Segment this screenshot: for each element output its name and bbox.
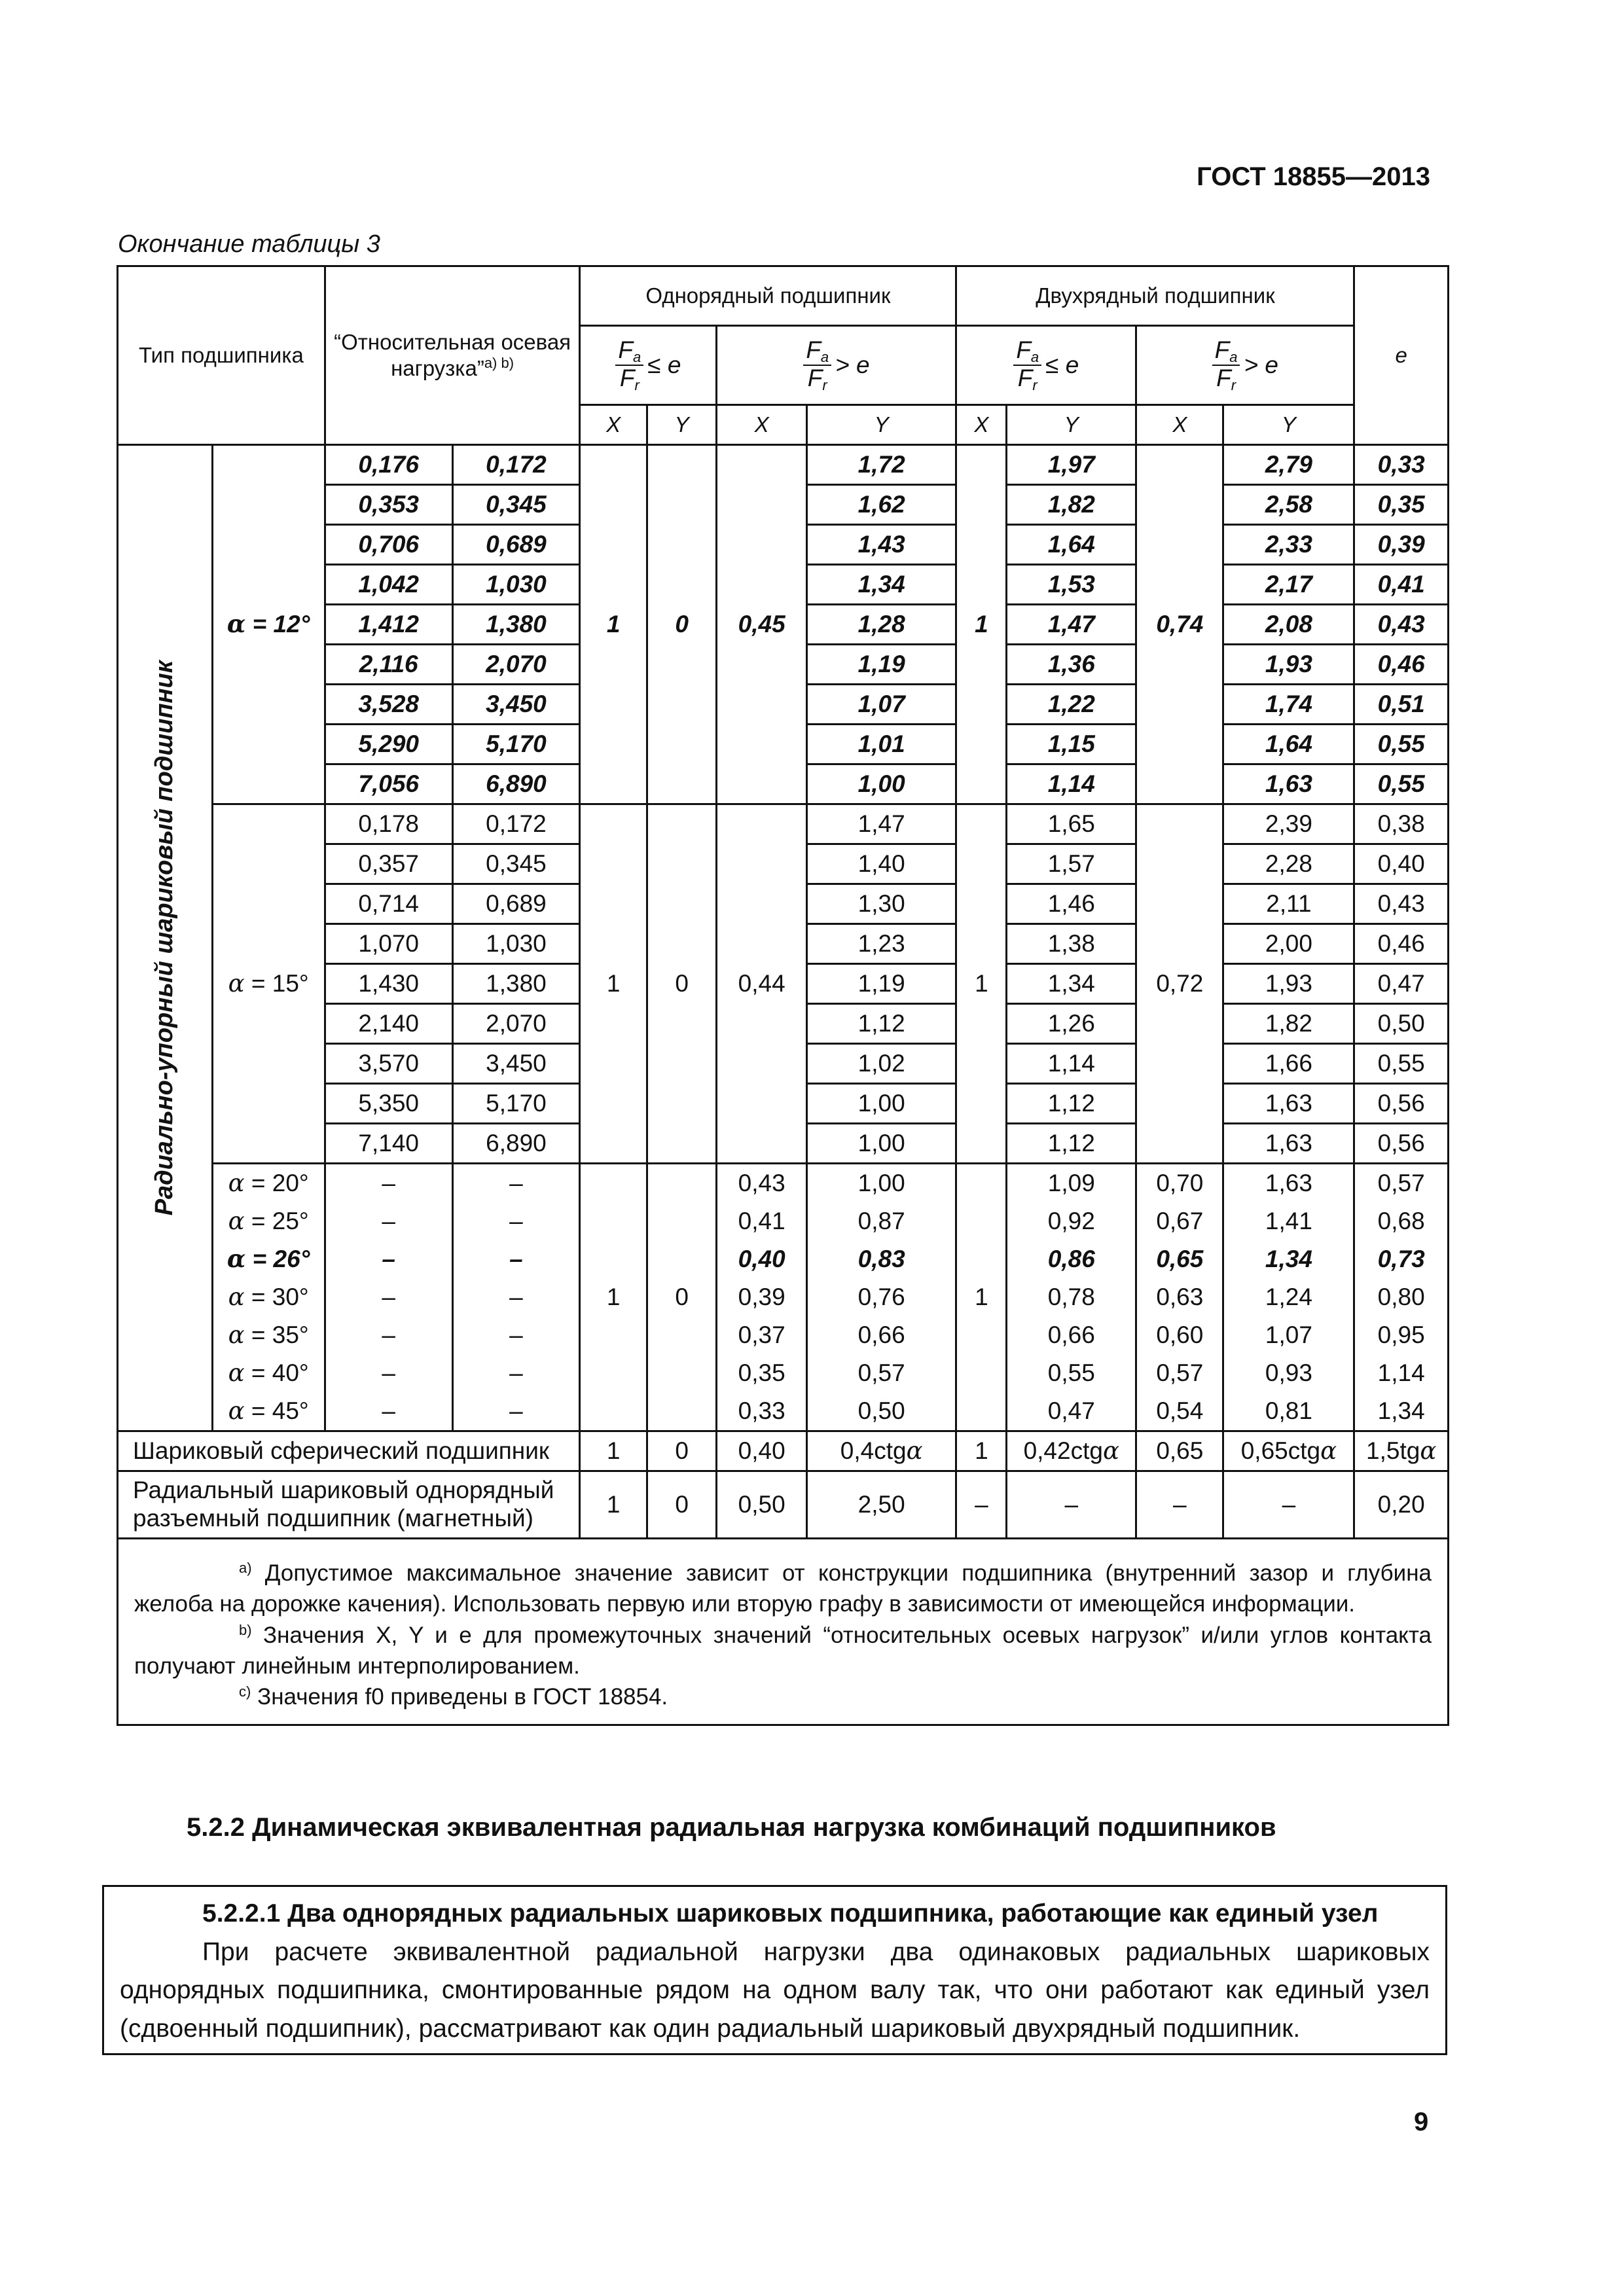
ratio-fraction: $\frac{F_a}{F_r}$	[1212, 338, 1240, 393]
y-single-gt: 1,47	[806, 804, 956, 844]
x-double-le: 1	[956, 445, 1007, 804]
y-single-gt: 1,12	[806, 1004, 956, 1044]
y-double-le: 0,47	[1007, 1392, 1136, 1431]
e-value: 0,40	[1354, 844, 1449, 884]
header-ratio-gt-single	[717, 326, 956, 405]
relative-load-1: 0,178	[325, 804, 452, 844]
y-single-gt: 1,00	[806, 1084, 956, 1124]
table-note	[134, 1558, 1432, 1620]
relative-load-2: 0,689	[452, 525, 580, 565]
y-double-gt: 2,00	[1223, 924, 1354, 964]
relative-load-2: –	[452, 1164, 580, 1203]
relative-load-2: 5,170	[452, 1084, 580, 1124]
contact-angle-label: α = 26°	[226, 1244, 310, 1274]
table-row	[118, 1392, 1449, 1431]
relative-load-1: 2,116	[325, 645, 452, 685]
x-double-gt: 0,67	[1136, 1202, 1223, 1240]
y-double-le: 1,53	[1007, 565, 1136, 605]
alpha-symbol: α	[226, 609, 246, 639]
load-ratio: $\frac{F_a}{F_r}$ > e	[1212, 350, 1278, 377]
y-double-le: 1,15	[1007, 725, 1136, 764]
y-single-gt: 2,50	[806, 1471, 956, 1539]
relative-load-2: –	[452, 1240, 580, 1278]
e-value: 0,50	[1354, 1004, 1449, 1044]
note-text: Значения X, Y и e для промежуточных значений “относительных осевых нагрузок” и/или углов контакта получают линейным интерполированием.	[134, 1622, 1432, 1679]
relative-load-1: 1,412	[325, 605, 452, 645]
relative-load-1: 5,290	[325, 725, 452, 764]
x-single-gt: 0,41	[717, 1202, 806, 1240]
alpha-symbol: α	[228, 1358, 245, 1387]
relative-load-1: –	[325, 1392, 452, 1431]
notes-row	[118, 1539, 1449, 1725]
relative-load-1: 0,714	[325, 884, 452, 924]
y-double-le: 1,22	[1007, 685, 1136, 725]
relative-load-2: –	[452, 1316, 580, 1354]
header-ratio-gt-double	[1136, 326, 1354, 405]
x-single-le: 1	[580, 445, 647, 804]
relative-load-2: 0,172	[452, 445, 580, 485]
alpha-symbol: α	[1320, 1436, 1337, 1465]
relative-load-2: 1,380	[452, 964, 580, 1004]
y-single-gt: 0,76	[806, 1278, 956, 1316]
y-single-gt: 1,23	[806, 924, 956, 964]
subsection-paragraph: При расчете эквивалентной радиальной нагрузки два одинаковых радиальных шариковых однорядных подшипника, смонтированные рядом на одном валу так, что они работают как единый узел (сдвоенный подшипник), рассматривают как один радиальный шариковый двухрядный подшипник.	[120, 1937, 1430, 2043]
table-row	[118, 804, 1449, 844]
y-single-gt: 1,07	[806, 685, 956, 725]
e-value: 0,41	[1354, 565, 1449, 605]
x-single-gt: 0,40	[717, 1240, 806, 1278]
y-double-gt: 2,28	[1223, 844, 1354, 884]
relative-load-1: 7,140	[325, 1124, 452, 1164]
x-single-gt: 0,33	[717, 1392, 806, 1431]
y-double-gt: 2,17	[1223, 565, 1354, 605]
relative-load-2: 5,170	[452, 725, 580, 764]
x-double-le: 1	[956, 1164, 1007, 1431]
table-note	[134, 1681, 1432, 1712]
load-ratio: $\frac{F_a}{F_r}$ ≤ e	[615, 350, 681, 377]
x-double-gt: 0,63	[1136, 1278, 1223, 1316]
contact-angle-label: α = 30°	[228, 1282, 309, 1311]
relative-load-1: 0,176	[325, 445, 452, 485]
e-value: 0,55	[1354, 1044, 1449, 1084]
y-single-gt: 0,57	[806, 1354, 956, 1392]
y-double-le: 1,97	[1007, 445, 1136, 485]
y-double-gt: 1,34	[1223, 1240, 1354, 1278]
relative-load-1: 1,070	[325, 924, 452, 964]
relative-load-2: 1,380	[452, 605, 580, 645]
x-single-gt: 0,37	[717, 1316, 806, 1354]
y-double-le: 0,42ctgα	[1007, 1431, 1136, 1471]
document-code: ГОСТ 18855—2013	[1197, 162, 1430, 191]
header-relative-load: “Относительная осевая нагрузка”$^{а) b)}$	[325, 266, 580, 445]
y-double-le: 0,66	[1007, 1316, 1136, 1354]
relative-load-1: 1,042	[325, 565, 452, 605]
e-value: 0,35	[1354, 485, 1449, 525]
e-value: 0,57	[1354, 1164, 1449, 1203]
y-double-gt: 1,41	[1223, 1202, 1354, 1240]
e-value: 0,20	[1354, 1471, 1449, 1539]
contact-angle-cell	[212, 445, 325, 804]
relative-load-2: 6,890	[452, 764, 580, 804]
y-double-le: 1,36	[1007, 645, 1136, 685]
y-single-gt: 1,19	[806, 964, 956, 1004]
table-row	[118, 1240, 1449, 1278]
x-double-gt: 0,72	[1136, 804, 1223, 1164]
e-value: 0,55	[1354, 725, 1449, 764]
y-single-le: 0	[647, 804, 717, 1164]
e-value: 0,47	[1354, 964, 1449, 1004]
x-double-gt: 0,65	[1136, 1431, 1223, 1471]
y-double-gt: 2,08	[1223, 605, 1354, 645]
contact-angle-label: α = 25°	[228, 1206, 309, 1235]
x-single-gt: 0,43	[717, 1164, 806, 1203]
header-y: Y	[647, 405, 717, 445]
x-single-le: 1	[580, 1164, 647, 1431]
header-x: X	[717, 405, 806, 445]
y-double-gt: 1,74	[1223, 685, 1354, 725]
y-double-gt: 2,39	[1223, 804, 1354, 844]
y-double-le: 1,09	[1007, 1164, 1136, 1203]
y-double-gt: –	[1223, 1471, 1354, 1539]
e-value: 0,38	[1354, 804, 1449, 844]
alpha-symbol: α	[1420, 1436, 1437, 1465]
e-value: 0,51	[1354, 685, 1449, 725]
alpha-symbol: α	[228, 1206, 245, 1235]
y-single-gt: 0,87	[806, 1202, 956, 1240]
bearing-type-label: Шариковый сферический подшипник	[118, 1431, 580, 1471]
header-double-row: Двухрядный подшипник	[956, 266, 1354, 326]
e-value: 0,68	[1354, 1202, 1449, 1240]
y-double-le: 1,46	[1007, 884, 1136, 924]
note-text: Значения f0 приведены в ГОСТ 18854.	[257, 1684, 668, 1710]
y-double-le: 1,34	[1007, 964, 1136, 1004]
y-single-gt: 0,83	[806, 1240, 956, 1278]
e-value: 0,46	[1354, 924, 1449, 964]
e-value: 0,43	[1354, 605, 1449, 645]
contact-angle-label: α = 15°	[228, 969, 309, 997]
x-double-gt: 0,54	[1136, 1392, 1223, 1431]
y-double-gt: 1,63	[1223, 1164, 1354, 1203]
table-row	[118, 1278, 1449, 1316]
alpha-symbol: α	[228, 1396, 245, 1425]
e-value: 0,56	[1354, 1124, 1449, 1164]
x-double-le: 1	[956, 1431, 1007, 1471]
table-row	[118, 1164, 1449, 1203]
section-title: 5.2.2 Динамическая эквивалентная радиальная нагрузка комбинаций подшипников	[187, 1813, 1276, 1842]
alpha-symbol: α	[228, 1282, 245, 1311]
y-single-gt: 0,4ctgα	[806, 1431, 956, 1471]
y-single-le: 0	[647, 445, 717, 804]
alpha-symbol: α	[906, 1436, 923, 1465]
ratio-fraction: $\frac{F_a}{F_r}$	[803, 338, 831, 393]
e-value: 1,34	[1354, 1392, 1449, 1431]
table-row	[118, 1202, 1449, 1240]
y-double-le: 1,82	[1007, 485, 1136, 525]
y-single-gt: 1,40	[806, 844, 956, 884]
y-single-gt: 1,01	[806, 725, 956, 764]
e-value: 0,56	[1354, 1084, 1449, 1124]
y-double-le: 1,14	[1007, 1044, 1136, 1084]
relative-load-1: 3,570	[325, 1044, 452, 1084]
note-mark: b)	[239, 1621, 252, 1638]
x-single-gt: 0,44	[717, 804, 806, 1164]
contact-angle-cell	[212, 1202, 325, 1240]
relative-load-1: –	[325, 1354, 452, 1392]
header-e: e	[1354, 266, 1449, 445]
y-double-le: 1,65	[1007, 804, 1136, 844]
e-value: 0,95	[1354, 1316, 1449, 1354]
e-value: 0,33	[1354, 445, 1449, 485]
x-double-le: –	[956, 1471, 1007, 1539]
relative-load-1: 1,430	[325, 964, 452, 1004]
y-double-gt: 1,63	[1223, 764, 1354, 804]
header-single-row: Однорядный подшипник	[580, 266, 956, 326]
note-mark: а)	[239, 1560, 252, 1576]
contact-angle-label: α = 20°	[228, 1168, 309, 1197]
contact-angle-cell	[212, 1240, 325, 1278]
y-double-le: 1,12	[1007, 1084, 1136, 1124]
relative-load-2: 0,689	[452, 884, 580, 924]
relative-load-1: –	[325, 1278, 452, 1316]
y-double-gt: 1,63	[1223, 1084, 1354, 1124]
table-row	[118, 1316, 1449, 1354]
x-single-gt: 0,50	[717, 1471, 806, 1539]
y-double-gt: 1,24	[1223, 1278, 1354, 1316]
y-double-gt: 2,79	[1223, 445, 1354, 485]
highlighted-subsection	[102, 1885, 1447, 2055]
x-double-gt: –	[1136, 1471, 1223, 1539]
relative-load-2: 0,172	[452, 804, 580, 844]
y-double-le: 0,55	[1007, 1354, 1136, 1392]
x-single-gt: 0,40	[717, 1431, 806, 1471]
alpha-symbol: α	[228, 1168, 245, 1197]
x-single-gt: 0,39	[717, 1278, 806, 1316]
relative-load-1: 2,140	[325, 1004, 452, 1044]
subsection-title: 5.2.2.1 Два однорядных радиальных шариковых подшипника, работающие как единый узел	[202, 1899, 1379, 1928]
y-single-gt: 1,72	[806, 445, 956, 485]
header-ratio-le-single	[580, 326, 717, 405]
table-note	[134, 1620, 1432, 1682]
alpha-symbol: α	[228, 1320, 245, 1349]
spherical-bearing-row	[118, 1431, 1449, 1471]
y-double-gt: 2,58	[1223, 485, 1354, 525]
table-row	[118, 1354, 1449, 1392]
page-number: 9	[1414, 2108, 1429, 2136]
header-ratio-le-double	[956, 326, 1136, 405]
relative-load-2: 3,450	[452, 1044, 580, 1084]
header-bearing-type: Тип подшипника	[118, 266, 325, 445]
note-mark: c)	[239, 1683, 251, 1700]
contact-angle-cell	[212, 804, 325, 1164]
y-double-le: 0,92	[1007, 1202, 1136, 1240]
x-double-le: 1	[956, 804, 1007, 1164]
relative-load-1: 0,706	[325, 525, 452, 565]
contact-angle-cell	[212, 1354, 325, 1392]
y-double-gt: 0,81	[1223, 1392, 1354, 1431]
relative-load-1: 0,353	[325, 485, 452, 525]
y-single-gt: 1,62	[806, 485, 956, 525]
load-ratio: $\frac{F_a}{F_r}$ ≤ e	[1013, 350, 1079, 377]
y-double-gt: 1,63	[1223, 1124, 1354, 1164]
e-value: 1,5tgα	[1354, 1431, 1449, 1471]
group-label-cell	[118, 445, 213, 1431]
y-single-gt: 1,00	[806, 1124, 956, 1164]
relative-load-1: 3,528	[325, 685, 452, 725]
y-double-le: 1,47	[1007, 605, 1136, 645]
header-y: Y	[1223, 405, 1354, 445]
contact-angle-label: α = 35°	[228, 1320, 309, 1349]
y-double-le: 1,57	[1007, 844, 1136, 884]
header-y: Y	[806, 405, 956, 445]
x-single-gt: 0,35	[717, 1354, 806, 1392]
table-notes	[118, 1539, 1449, 1725]
header-row-1	[118, 266, 1449, 326]
y-single-le: 0	[647, 1431, 717, 1471]
y-single-gt: 1,00	[806, 1164, 956, 1203]
y-single-gt: 1,43	[806, 525, 956, 565]
header-x: X	[1136, 405, 1223, 445]
magnetic-bearing-row	[118, 1471, 1449, 1539]
x-single-le: 1	[580, 804, 647, 1164]
x-single-le: 1	[580, 1431, 647, 1471]
y-single-gt: 1,30	[806, 884, 956, 924]
x-double-gt: 0,70	[1136, 1164, 1223, 1203]
e-value: 0,43	[1354, 884, 1449, 924]
y-double-gt: 1,64	[1223, 725, 1354, 764]
y-double-le: 0,86	[1007, 1240, 1136, 1278]
bearing-type-label: Радиальный шариковый однорядный разъемный подшипник (магнетный)	[118, 1471, 580, 1539]
relative-load-2: –	[452, 1278, 580, 1316]
table-row	[118, 445, 1449, 485]
y-double-le: 1,38	[1007, 924, 1136, 964]
y-double-gt: 1,93	[1223, 645, 1354, 685]
x-single-gt: 0,45	[717, 445, 806, 804]
table-caption: Окончание таблицы 3	[118, 230, 380, 258]
y-double-gt: 1,93	[1223, 964, 1354, 1004]
e-value: 0,55	[1354, 764, 1449, 804]
y-single-le: 0	[647, 1471, 717, 1539]
relative-load-1: 0,357	[325, 844, 452, 884]
y-single-gt: 1,00	[806, 764, 956, 804]
y-double-gt: 0,65ctgα	[1223, 1431, 1354, 1471]
header-x: X	[580, 405, 647, 445]
relative-load-2: 1,030	[452, 924, 580, 964]
relative-load-2: –	[452, 1392, 580, 1431]
contact-angle-label: α = 40°	[228, 1358, 309, 1387]
relative-load-2: 6,890	[452, 1124, 580, 1164]
y-double-gt: 0,93	[1223, 1354, 1354, 1392]
load-ratio: $\frac{F_a}{F_r}$ > e	[803, 350, 869, 377]
contact-angle-cell	[212, 1278, 325, 1316]
y-single-le: 0	[647, 1164, 717, 1431]
y-double-gt: 1,82	[1223, 1004, 1354, 1044]
alpha-symbol: α	[228, 969, 245, 997]
contact-angle-label: α = 12°	[226, 609, 310, 639]
header-x: X	[956, 405, 1007, 445]
x-double-gt: 0,60	[1136, 1316, 1223, 1354]
x-double-gt: 0,74	[1136, 445, 1223, 804]
y-double-le: 1,26	[1007, 1004, 1136, 1044]
y-single-gt: 1,19	[806, 645, 956, 685]
header-y: Y	[1007, 405, 1136, 445]
y-double-le: 1,12	[1007, 1124, 1136, 1164]
alpha-symbol: α	[1102, 1436, 1119, 1465]
y-double-gt: 2,11	[1223, 884, 1354, 924]
contact-angle-label: α = 45°	[228, 1396, 309, 1425]
y-double-le: 0,78	[1007, 1278, 1136, 1316]
relative-load-2: 1,030	[452, 565, 580, 605]
x-single-le: 1	[580, 1471, 647, 1539]
ratio-fraction: $\frac{F_a}{F_r}$	[1013, 338, 1041, 393]
relative-load-2: 2,070	[452, 1004, 580, 1044]
relative-load-2: 2,070	[452, 645, 580, 685]
y-double-le: 1,14	[1007, 764, 1136, 804]
contact-angle-cell	[212, 1316, 325, 1354]
alpha-symbol: α	[226, 1244, 246, 1274]
contact-angle-cell	[212, 1392, 325, 1431]
x-double-gt: 0,65	[1136, 1240, 1223, 1278]
y-single-gt: 0,50	[806, 1392, 956, 1431]
e-value: 0,46	[1354, 645, 1449, 685]
relative-load-1: –	[325, 1164, 452, 1203]
group-label: Радиально-упорный шариковый подшипник	[150, 660, 178, 1216]
y-single-gt: 1,02	[806, 1044, 956, 1084]
relative-load-2: –	[452, 1202, 580, 1240]
relative-load-2: 0,345	[452, 485, 580, 525]
e-value: 0,80	[1354, 1278, 1449, 1316]
x-double-gt: 0,57	[1136, 1354, 1223, 1392]
relative-load-2: 3,450	[452, 685, 580, 725]
e-value: 0,73	[1354, 1240, 1449, 1278]
relative-load-1: –	[325, 1202, 452, 1240]
relative-load-2: 0,345	[452, 844, 580, 884]
y-single-gt: 1,28	[806, 605, 956, 645]
e-value: 0,39	[1354, 525, 1449, 565]
y-double-le: –	[1007, 1471, 1136, 1539]
ratio-fraction: $\frac{F_a}{F_r}$	[615, 338, 643, 393]
y-double-gt: 1,66	[1223, 1044, 1354, 1084]
y-double-gt: 1,07	[1223, 1316, 1354, 1354]
y-single-gt: 1,34	[806, 565, 956, 605]
note-text: Допустимое максимальное значение зависит от конструкции подшипника (внутренний зазор и глубина желоба на дорожке качения). Использовать первую или вторую графу в зависимости от имеющейся информации.	[134, 1560, 1432, 1617]
relative-load-1: 7,056	[325, 764, 452, 804]
e-value: 1,14	[1354, 1354, 1449, 1392]
relative-load-2: –	[452, 1354, 580, 1392]
relative-load-1: –	[325, 1316, 452, 1354]
y-double-le: 1,64	[1007, 525, 1136, 565]
y-single-gt: 0,66	[806, 1316, 956, 1354]
y-double-gt: 2,33	[1223, 525, 1354, 565]
relative-load-1: –	[325, 1240, 452, 1278]
relative-load-1: 5,350	[325, 1084, 452, 1124]
bearing-factors-table	[117, 265, 1449, 1726]
contact-angle-cell	[212, 1164, 325, 1203]
